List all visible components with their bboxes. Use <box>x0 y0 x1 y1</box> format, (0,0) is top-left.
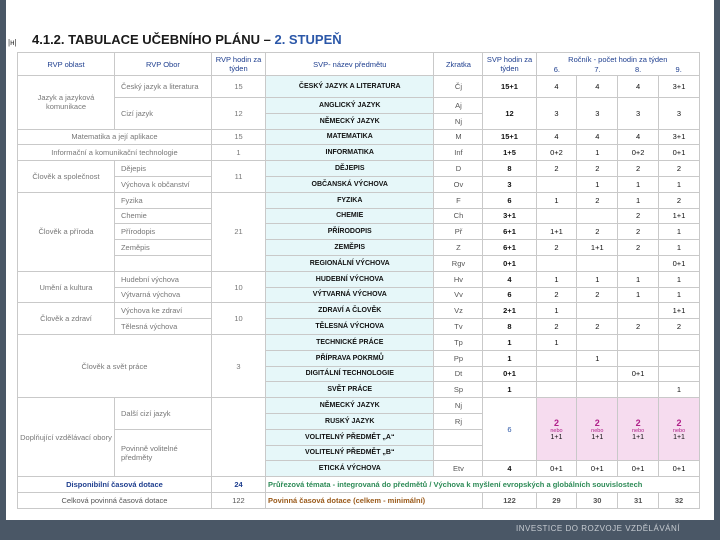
svp-hod-cell: 4 <box>483 271 536 287</box>
header-area: RVP oblast <box>18 53 115 76</box>
subject-name: TĚLESNÁ VÝCHOVA <box>266 319 434 335</box>
subject-name: ETICKÁ VÝCHOVA <box>266 461 434 477</box>
sum-hod: 122 <box>211 492 265 508</box>
pink-big: 2 <box>553 417 559 428</box>
grade8-cell: 0+2 <box>618 145 659 161</box>
pink-small: nebo <box>591 427 604 434</box>
pink-val: 1+1 <box>673 433 685 441</box>
area-cell: Člověk a společnost <box>18 161 115 193</box>
header-rocnik-label: Ročník - počet hodin za týden <box>568 54 668 64</box>
obor-cell: Výchova k občanství <box>114 176 211 192</box>
sum-label: Disponibilní časová dotace <box>18 477 212 493</box>
subject-name: ČESKÝ JAZYK A LITERATURA <box>266 76 434 98</box>
area-cell: Matematika a její aplikace <box>18 129 212 145</box>
grade6-cell <box>536 176 577 192</box>
grade7-cell: 1 <box>577 271 618 287</box>
grade8-pink-cell <box>618 398 659 461</box>
grade9-cell: 1 <box>659 287 700 303</box>
svp-hod-cell: 6 <box>483 398 536 461</box>
grade8-cell: 2 <box>618 208 659 224</box>
area-cell: Člověk a příroda <box>18 192 115 271</box>
sum-g8: 31 <box>618 492 659 508</box>
svp-hod-cell: 4 <box>483 461 536 477</box>
subject-name: HUDEBNÍ VÝCHOVA <box>266 271 434 287</box>
rvp-hod-cell: 15 <box>211 129 265 145</box>
subject-name: ANGLICKÝ JAZYK <box>266 98 434 114</box>
subject-abbr: Tp <box>434 334 483 350</box>
title-accent: 2. STUPEŇ <box>274 32 342 47</box>
header-obor: RVP Obor <box>114 53 211 76</box>
subject-abbr: M <box>434 129 483 145</box>
grade6-pink-cell <box>536 398 577 461</box>
grade8-cell: 4 <box>618 129 659 145</box>
table-row <box>18 76 700 98</box>
table-row <box>18 129 700 145</box>
grade7-cell: 2 <box>577 192 618 208</box>
obor-cell: Dějepis <box>114 161 211 177</box>
grade7-cell <box>577 382 618 398</box>
grade9-cell: 1+1 <box>659 208 700 224</box>
grade7-cell: 2 <box>577 319 618 335</box>
svp-hod-cell: 0+1 <box>483 366 536 382</box>
grade8-cell: 3 <box>618 98 659 130</box>
obor-cell: Výtvarná výchova <box>114 287 211 303</box>
area-cell: Člověk a zdraví <box>18 303 115 335</box>
grade9-cell <box>659 350 700 366</box>
sum-svp: 122 <box>483 492 536 508</box>
grade6-cell <box>536 255 577 271</box>
subject-name: OBČANSKÁ VÝCHOVA <box>266 176 434 192</box>
rvp-hod-cell: 12 <box>211 98 265 130</box>
svp-hod-cell: 6+1 <box>483 240 536 256</box>
pink-val: 1+1 <box>591 433 604 441</box>
sum-note: Povinná časová dotace (celkem - minimální) <box>266 492 483 508</box>
pink-val: 1+1 <box>632 433 645 441</box>
area-cell: Člověk a svět práce <box>18 334 212 397</box>
pink-small: nebo <box>672 427 686 434</box>
svp-hod-cell: 8 <box>483 319 536 335</box>
grade6-cell: 4 <box>536 129 577 145</box>
grade8-cell: 2 <box>618 161 659 177</box>
obor-cell: Český jazyk a literatura <box>114 76 211 98</box>
svp-hod-cell: 6+1 <box>483 224 536 240</box>
grade9-cell: 1 <box>659 382 700 398</box>
grade8-cell: 1 <box>618 271 659 287</box>
grade7-cell <box>577 366 618 382</box>
subject-abbr: Pp <box>434 350 483 366</box>
page-title <box>32 32 342 47</box>
grade7-cell: 1 <box>577 176 618 192</box>
rvp-hod-cell: 15 <box>211 76 265 98</box>
subject-abbr: Čj <box>434 76 483 98</box>
subject-abbr: Tv <box>434 319 483 335</box>
grade9-pink-cell <box>659 398 700 461</box>
grade6-cell <box>536 350 577 366</box>
sum-label: Celková povinná časová dotace <box>18 492 212 508</box>
title-marker: |н| <box>8 38 17 47</box>
table-row <box>18 176 700 192</box>
rvp-hod-cell: 10 <box>211 303 265 335</box>
grade9-cell: 3+1 <box>659 129 700 145</box>
svp-hod-cell: 6 <box>483 192 536 208</box>
pink-small: nebo <box>631 427 645 434</box>
header-grades <box>537 65 699 74</box>
footer-text: INVESTICE DO ROZVOJE VZDĚLÁVÁNÍ <box>516 524 680 533</box>
grade6-cell: 2 <box>536 319 577 335</box>
rvp-hod-cell: 3 <box>211 334 265 397</box>
grade9-cell: 3+1 <box>659 76 700 98</box>
grade6-cell: 1 <box>536 271 577 287</box>
sum-hod: 24 <box>211 477 265 493</box>
sum-g6: 29 <box>536 492 577 508</box>
svp-hod-cell: 15+1 <box>483 129 536 145</box>
header-row <box>18 53 700 76</box>
header-g6: 6. <box>553 64 560 74</box>
svp-hod-cell: 0+1 <box>483 255 536 271</box>
area-cell: Umění a kultura <box>18 271 115 303</box>
right-bar <box>714 0 720 520</box>
subject-abbr: Etv <box>434 461 483 477</box>
subject-name: INFORMATIKA <box>266 145 434 161</box>
obor-cell: Výchova ke zdraví <box>114 303 211 319</box>
subject-name: MATEMATIKA <box>266 129 434 145</box>
table-row <box>18 271 700 287</box>
subject-name: PŘÍPRAVA POKRMŮ <box>266 350 434 366</box>
area-cell: Jazyk a jazyková komunikace <box>18 76 115 130</box>
subject-name: DĚJEPIS <box>266 161 434 177</box>
grade6-cell <box>536 382 577 398</box>
header-svp-hod: SVP hodin za týden <box>483 53 536 76</box>
table-row <box>18 477 700 493</box>
subject-abbr: Hv <box>434 271 483 287</box>
svp-hod-cell: 3+1 <box>483 208 536 224</box>
obor-cell <box>114 255 211 271</box>
grade9-cell <box>659 366 700 382</box>
svp-hod-cell: 8 <box>483 161 536 177</box>
grade6-cell: 2 <box>536 287 577 303</box>
grade6-cell <box>536 366 577 382</box>
subject-name: REGIONÁLNÍ VÝCHOVA <box>266 255 434 271</box>
subject-name: FYZIKA <box>266 192 434 208</box>
table-row <box>18 398 700 414</box>
header-rocnik <box>536 53 699 76</box>
subject-abbr: Inf <box>434 145 483 161</box>
pink-big: 2 <box>635 417 641 428</box>
subject-abbr: Rj <box>434 413 483 429</box>
subject-abbr: Dt <box>434 366 483 382</box>
rvp-hod-cell: 1 <box>211 145 265 161</box>
grade9-cell: 3 <box>659 98 700 130</box>
grade7-cell: 4 <box>577 76 618 98</box>
table-row <box>18 492 700 508</box>
grade7-cell <box>577 303 618 319</box>
rvp-hod-cell: 11 <box>211 161 265 193</box>
subject-abbr: Ch <box>434 208 483 224</box>
subject-name: RUSKÝ JAZYK <box>266 413 434 429</box>
subject-abbr: Vv <box>434 287 483 303</box>
grade8-cell <box>618 382 659 398</box>
grade7-cell: 3 <box>577 98 618 130</box>
subject-abbr: D <box>434 161 483 177</box>
svp-hod-cell: 6 <box>483 287 536 303</box>
rvp-hod-cell: 10 <box>211 271 265 303</box>
grade9-cell: 1 <box>659 271 700 287</box>
table-row <box>18 334 700 350</box>
table-row <box>18 98 700 114</box>
grade8-cell <box>618 255 659 271</box>
footer-bar <box>0 520 720 540</box>
sum-g7: 30 <box>577 492 618 508</box>
subject-name: SVĚT PRÁCE <box>266 382 434 398</box>
subject-abbr: Rgv <box>434 255 483 271</box>
grade7-pink-cell <box>577 398 618 461</box>
header-g8: 8. <box>634 64 642 74</box>
grade8-cell <box>618 334 659 350</box>
grade7-cell: 1+1 <box>577 240 618 256</box>
obor-cell: Povinně volitelné předměty <box>114 429 211 476</box>
title-main: 4.1.2. TABULACE UČEBNÍHO PLÁNU – <box>32 32 275 47</box>
svp-hod-cell: 1 <box>483 350 536 366</box>
header-zkratka: Zkratka <box>434 53 483 76</box>
grade7-cell <box>577 255 618 271</box>
grade8-cell <box>618 303 659 319</box>
grade9-cell: 2 <box>659 192 700 208</box>
header-g7: 7. <box>594 64 601 74</box>
svp-hod-cell: 15+1 <box>483 76 536 98</box>
rvp-hod-cell <box>211 398 265 477</box>
table-row <box>18 224 700 240</box>
obor-cell: Tělesná výchova <box>114 319 211 335</box>
pink-big: 2 <box>676 417 682 428</box>
subject-name: PŘÍRODOPIS <box>266 224 434 240</box>
grade6-cell: 2 <box>536 240 577 256</box>
grade6-cell: 2 <box>536 161 577 177</box>
obor-cell: Fyzika <box>114 192 211 208</box>
grade8-cell: 0+1 <box>618 366 659 382</box>
header-rvp-hod: RVP hodin za týden <box>211 53 265 76</box>
svp-hod-cell: 1 <box>483 334 536 350</box>
grade6-cell: 1 <box>536 334 577 350</box>
left-bar <box>0 0 6 520</box>
grade6-cell: 4 <box>536 76 577 98</box>
subject-name: NĚMECKÝ JAZYK <box>266 113 434 129</box>
grade7-cell: 1 <box>577 145 618 161</box>
grade9-cell <box>659 334 700 350</box>
svp-hod-cell: 1 <box>483 382 536 398</box>
grade6-cell: 3 <box>536 98 577 130</box>
grade6-cell: 0+2 <box>536 145 577 161</box>
subject-abbr: Vz <box>434 303 483 319</box>
subject-name: NĚMECKÝ JAZYK <box>266 398 434 414</box>
pink-small: nebo <box>550 427 563 434</box>
grade7-cell: 4 <box>577 129 618 145</box>
svp-hod-cell: 1+5 <box>483 145 536 161</box>
table-row <box>18 255 700 271</box>
subject-name: VOLITELNÝ PŘEDMĚT „B“ <box>266 445 434 461</box>
pink-val: 1+1 <box>550 433 563 441</box>
header-g9: 9. <box>675 64 682 74</box>
pink-big: 2 <box>594 417 600 428</box>
subject-abbr: Sp <box>434 382 483 398</box>
area-cell: Informační a komunikační technologie <box>18 145 212 161</box>
table-row <box>18 240 700 256</box>
obor-cell: Cizí jazyk <box>114 98 211 130</box>
subject-name: VOLITELNÝ PŘEDMĚT „A“ <box>266 429 434 445</box>
subject-name: VÝTVARNÁ VÝCHOVA <box>266 287 434 303</box>
grade9-cell: 1 <box>659 176 700 192</box>
table-row <box>18 161 700 177</box>
obor-cell: Další cizí jazyk <box>114 398 211 430</box>
grade9-cell: 1 <box>659 224 700 240</box>
grade9-cell: 2 <box>659 319 700 335</box>
subject-name: TECHNICKÉ PRÁCE <box>266 334 434 350</box>
sum-g9: 32 <box>659 492 700 508</box>
grade8-cell: 1 <box>618 287 659 303</box>
grade9-cell: 0+1 <box>659 255 700 271</box>
area-cell: Doplňující vzdělávací obory <box>18 398 115 477</box>
grade9-cell: 0+1 <box>659 461 700 477</box>
subject-abbr: Př <box>434 224 483 240</box>
obor-cell: Přírodopis <box>114 224 211 240</box>
table-row <box>18 208 700 224</box>
grade6-cell: 1 <box>536 192 577 208</box>
grade6-cell: 0+1 <box>536 461 577 477</box>
grade7-cell: 2 <box>577 287 618 303</box>
grade8-cell: 1 <box>618 192 659 208</box>
grade6-cell: 1 <box>536 303 577 319</box>
svp-hod-cell: 3 <box>483 176 536 192</box>
svp-hod-cell: 2+1 <box>483 303 536 319</box>
subject-name: DIGITÁLNÍ TECHNOLOGIE <box>266 366 434 382</box>
grade9-cell: 1+1 <box>659 303 700 319</box>
subject-abbr: Z <box>434 240 483 256</box>
table-row <box>18 287 700 303</box>
obor-cell: Zeměpis <box>114 240 211 256</box>
grade7-cell <box>577 208 618 224</box>
grade6-cell <box>536 208 577 224</box>
subject-name: ZEMĚPIS <box>266 240 434 256</box>
subject-abbr: Ov <box>434 176 483 192</box>
obor-cell: Hudební výchova <box>114 271 211 287</box>
rvp-hod-cell: 21 <box>211 192 265 271</box>
grade8-cell: 1 <box>618 176 659 192</box>
grade9-cell: 1 <box>659 240 700 256</box>
table-row <box>18 192 700 208</box>
sum-note: Průřezová témata - integrovaná do předmětů / Výchova k myšlení evropských a globálních souvislostech <box>266 477 700 493</box>
obor-cell: Chemie <box>114 208 211 224</box>
grade7-cell <box>577 334 618 350</box>
grade8-cell: 0+1 <box>618 461 659 477</box>
subject-abbr <box>434 429 483 445</box>
subject-abbr <box>434 445 483 461</box>
subject-abbr: F <box>434 192 483 208</box>
table-row <box>18 303 700 319</box>
header-svp-name: SVP- název předmětu <box>266 53 434 76</box>
grade7-cell: 2 <box>577 224 618 240</box>
table-row <box>18 319 700 335</box>
grade8-cell <box>618 350 659 366</box>
grade9-cell: 2 <box>659 161 700 177</box>
grade6-cell: 1+1 <box>536 224 577 240</box>
grade8-cell: 4 <box>618 76 659 98</box>
grade8-cell: 2 <box>618 240 659 256</box>
svp-hod-cell: 12 <box>483 98 536 130</box>
grade7-cell: 0+1 <box>577 461 618 477</box>
curriculum-table <box>17 52 700 509</box>
subject-name: CHEMIE <box>266 208 434 224</box>
grade8-cell: 2 <box>618 224 659 240</box>
subject-abbr: Aj <box>434 98 483 114</box>
subject-name: ZDRAVÍ A ČLOVĚK <box>266 303 434 319</box>
subject-abbr: Nj <box>434 113 483 129</box>
subject-abbr: Nj <box>434 398 483 414</box>
table-row <box>18 145 700 161</box>
grade7-cell: 1 <box>577 350 618 366</box>
grade8-cell: 2 <box>618 319 659 335</box>
grade7-cell: 2 <box>577 161 618 177</box>
grade9-cell: 0+1 <box>659 145 700 161</box>
